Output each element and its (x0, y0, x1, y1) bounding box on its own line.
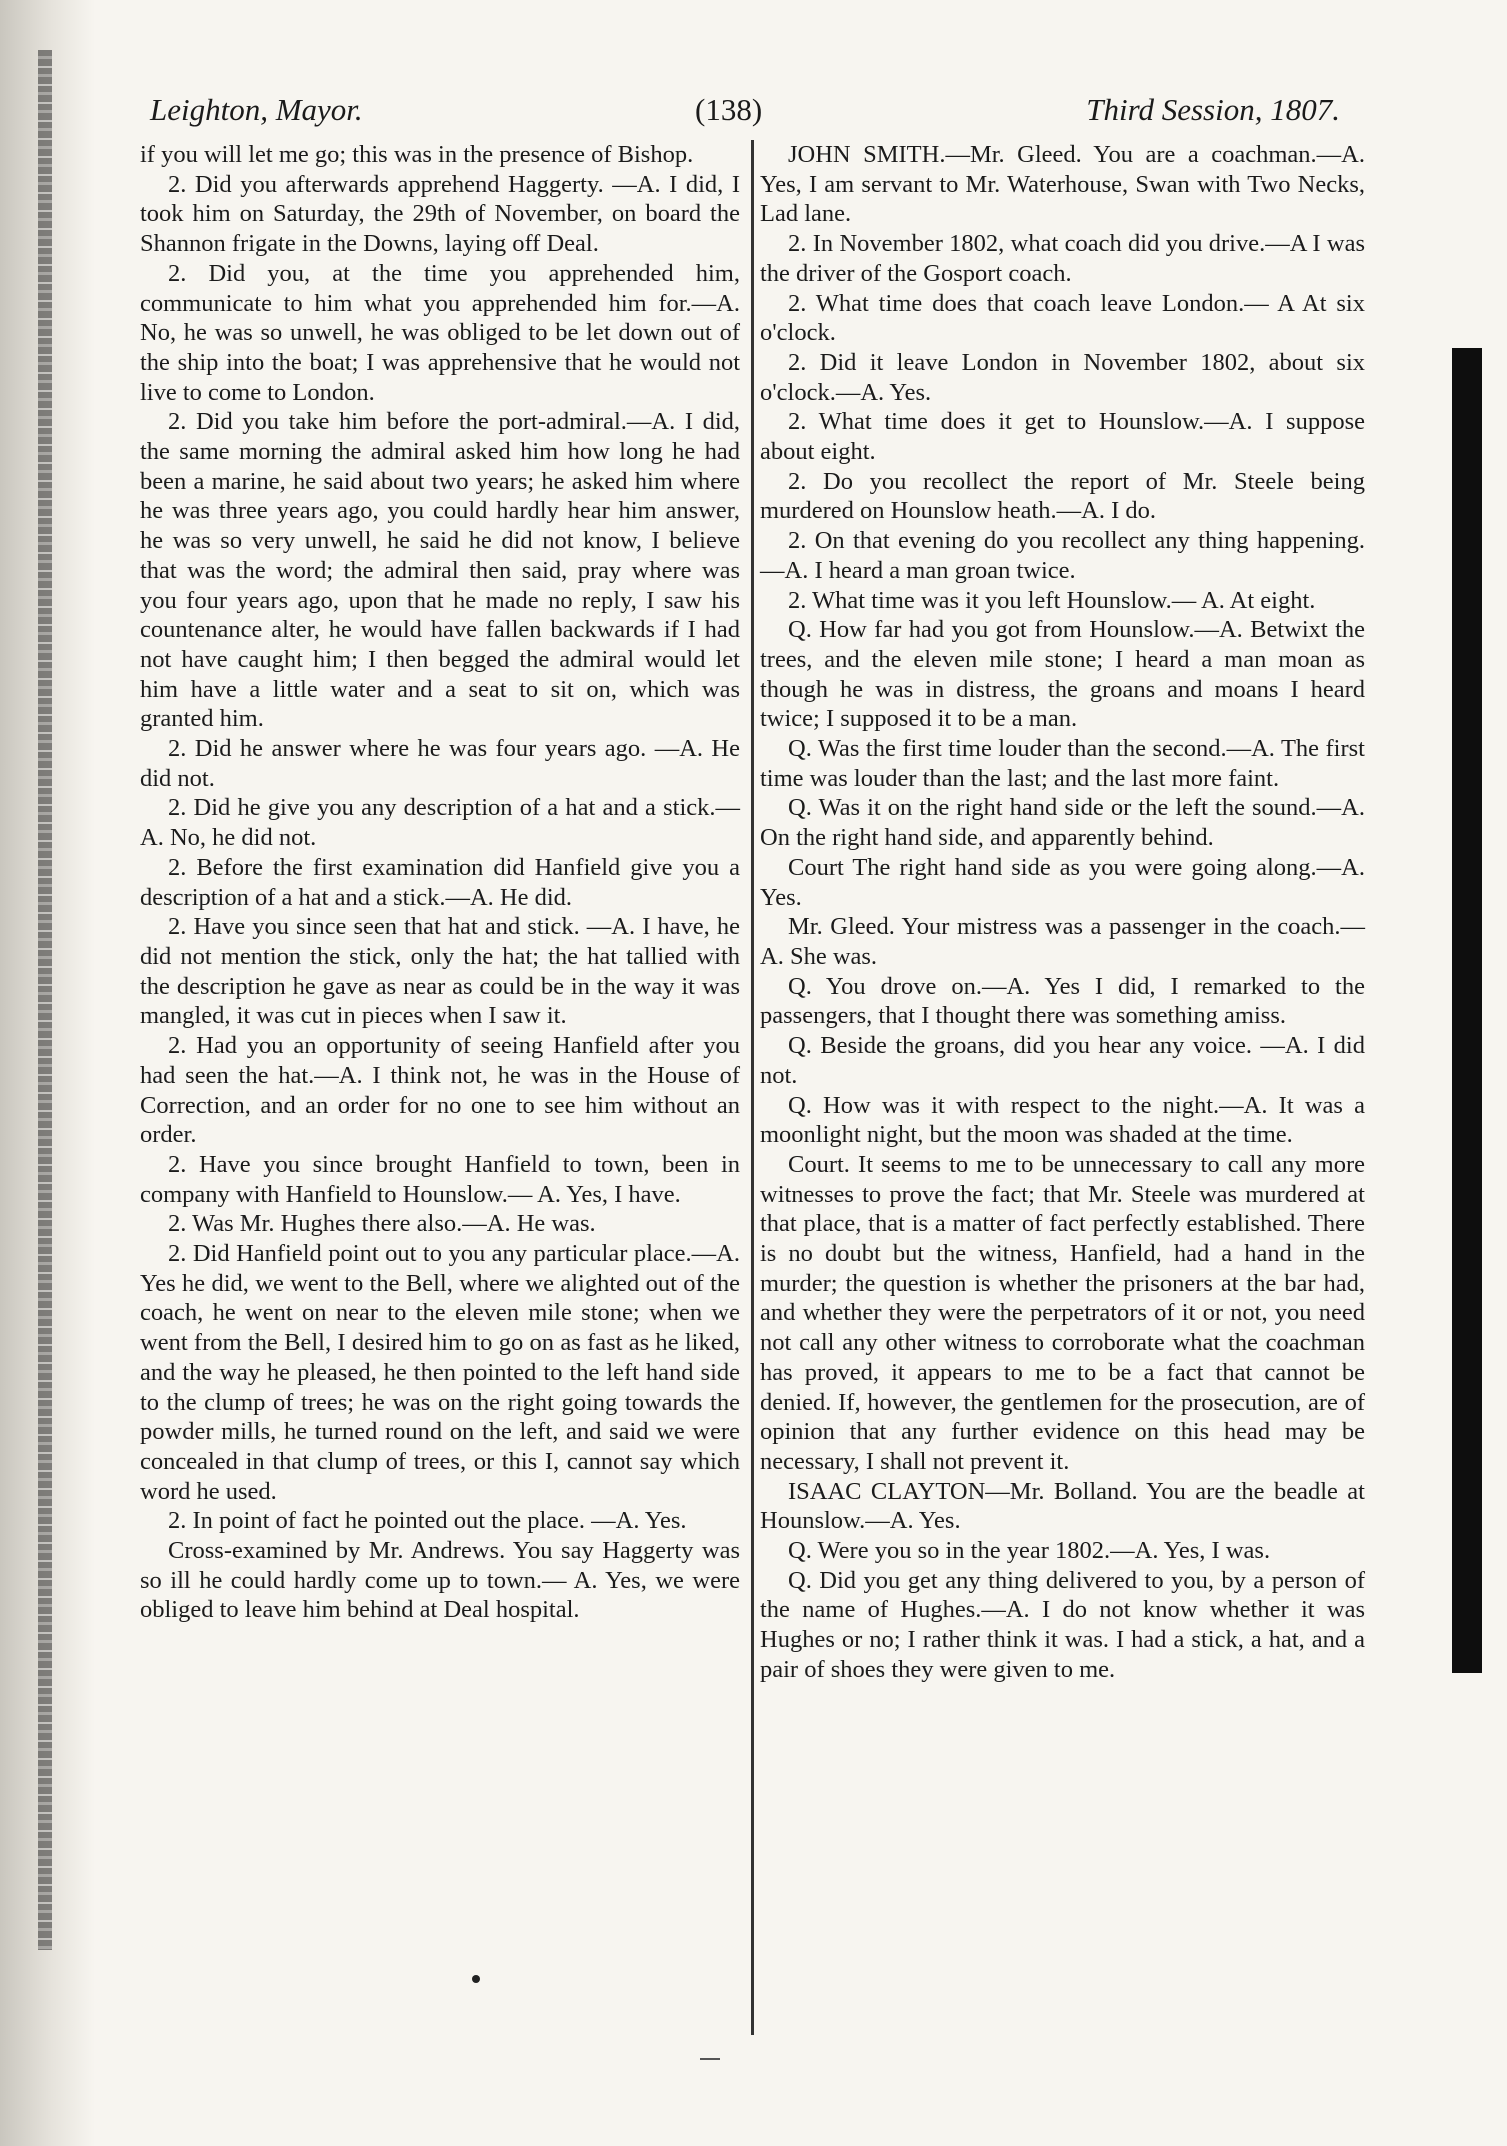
ink-mark (472, 1975, 480, 1983)
paragraph: JOHN SMITH.—Mr. Gleed. You are a coachman.—A. Yes, I am servant to Mr. Waterhouse, Swan with Two Necks, Lad lane. (760, 141, 1365, 228)
page-number: (138) (695, 92, 763, 127)
paragraph: 2. In point of fact he pointed out the place. —A. Yes. (168, 1507, 687, 1535)
paragraph: 2. Did he answer where he was four years ago. —A. He did not. (140, 735, 740, 792)
paragraph: Court. It seems to me to be unnecessary to call any more witnesses to prove the fact; that Mr. Steele was murdered at that place, that is a matter of fact perfectly established. There is no doubt but the witness, Hanfield, had a hand in the murder; the question is whether the prisoners at the bar had, and whether they were the perpetrators of it or not, you need not call any other witness to corroborate what the coachman has proved, it appears to me to be a fact that cannot be denied. If, however, the gentlemen for the prosecution, are of opinion that any further evidence on this head may be necessary, I shall not prevent it. (760, 1150, 1365, 1475)
paragraph: 2. Before the first examination did Hanfield give you a description of a hat and a stick.—A. He did. (140, 853, 740, 911)
paragraph: 2. Was Mr. Hughes there also.—A. He was. (168, 1210, 596, 1238)
paragraph: if you will let me go; this was in the presence of Bishop. (140, 141, 694, 168)
paragraph: 2. Have you since brought Hanfield to town, been in company with Hanfield to Hounslow.— A. Yes, I have. (140, 1150, 740, 1208)
running-header (150, 92, 1340, 142)
paragraph: 2. Did he give you any description of a hat and a stick.—A. No, he did not. (140, 794, 740, 852)
paragraph: Q. Were you so in the year 1802.—A. Yes, I was. (788, 1537, 1271, 1565)
paragraph: 2. What time does it get to Hounslow.—A. I suppose about eight. (760, 408, 1365, 466)
header-left: Leighton, Mayor. (150, 92, 363, 127)
paragraph: 2. In November 1802, what coach did you drive.—A I was the driver of the Gosport coach. (760, 230, 1365, 287)
paragraph: 2. On that evening do you recollect any thing happening.—A. I heard a man groan twice. (760, 527, 1365, 584)
paragraph: 2. Did you, at the time you apprehended him, communicate to him what you apprehended him for.—A. No, he was so unwell, he was obliged to be let down out of the ship into the boat; I was apprehensive that he would not live to come to London. (140, 259, 740, 406)
paragraph: ISAAC CLAYTON—Mr. Bolland. You are the beadle at Hounslow.—A. Yes. (760, 1477, 1365, 1535)
paragraph: Q. Was it on the right hand side or the left the sound.—A. On the right hand side, and apparently behind. (760, 794, 1365, 852)
ink-dash (700, 2058, 720, 2060)
left-column (140, 140, 740, 1625)
paragraph: Cross-examined by Mr. Andrews. You say Haggerty was so ill he could hardly come up to town.— A. Yes, we were obliged to leave him behind at Deal hospital. (140, 1537, 740, 1624)
paragraph: Q. How was it with respect to the night.—A. It was a moonlight night, but the moon was shaded at the time. (760, 1091, 1365, 1149)
paragraph: Q. How far had you got from Hounslow.—A. Betwixt the trees, and the eleven mile stone; I heard a man moan as though he was in distress, the groans and moans I heard twice; I supposed it to be a man. (760, 616, 1365, 733)
paragraph: 2. Do you recollect the report of Mr. Steele being murdered on Hounslow heath.—A. I do. (760, 467, 1365, 525)
paragraph: Q. You drove on.—A. Yes I did, I remarked to the passengers, that I thought there was something amiss. (760, 972, 1365, 1030)
paragraph: Court The right hand side as you were going along.—A. Yes. (760, 853, 1365, 911)
paragraph: 2. Have you since seen that hat and stick. —A. I have, he did not mention the stick, only the hat; the hat tallied with the description he gave as near as could be in the way it was mangled, it was cut in pieces when I saw it. (140, 913, 740, 1030)
paragraph: Q. Did you get any thing delivered to you, by a person of the name of Hughes.—A. I do not know whether it was Hughes or no; I rather think it was. I had a stick, a hat, and a pair of shoes they were given to me. (760, 1566, 1365, 1683)
right-column (760, 140, 1365, 1685)
paragraph: Mr. Gleed. Your mistress was a passenger in the coach.—A. She was. (760, 913, 1365, 970)
paragraph: 2. Did it leave London in November 1802, about six o'clock.—A. Yes. (760, 348, 1365, 406)
paragraph: 2. Did you take him before the port-admiral.—A. I did, the same morning the admiral asked him how long he had been a marine, he said about two years; he asked him where he was three years ago, you could hardly hear him answer, he was so very unwell, he said he did not know, I believe that was the word; the admiral then said, pray where was you four years ago, upon that he made no reply, I saw his countenance alter, he would have fallen backwards if I had not have caught him; I then begged the admiral would let him have a little water and a seat to sit on, which was granted him. (140, 408, 740, 733)
paragraph: 2. Had you an opportunity of seeing Hanfield after you had seen the hat.—A. I think not, he was in the House of Correction, and an order for no one to see him without an order. (140, 1032, 740, 1149)
paragraph: Q. Was the first time louder than the second.—A. The first time was louder than the last; and the last more faint. (760, 735, 1365, 792)
paragraph: 2. What time was it you left Hounslow.— A. At eight. (788, 586, 1316, 614)
paragraph: 2. What time does that coach leave London.— A At six o'clock. (760, 289, 1365, 347)
margin-black-bar (1452, 348, 1482, 1673)
header-right: Third Session, 1807. (1086, 92, 1340, 127)
binding-shadow (38, 50, 52, 1950)
paragraph: 2. Did you afterwards apprehend Haggerty. —A. I did, I took him on Saturday, the 29th of November, on board the Shannon frigate in the Downs, laying off Deal. (140, 170, 740, 258)
column-divider (751, 140, 754, 2035)
paragraph: Q. Beside the groans, did you hear any voice. —A. I did not. (760, 1032, 1365, 1089)
paragraph: 2. Did Hanfield point out to you any particular place.—A. Yes he did, we went to the Bell, where we alighted out of the coach, he went on near to the eleven mile stone; when we went from the Bell, I desired him to go on as fast as he liked, and the way he pleased, he then pointed to the left hand side to the clump of trees; he was on the right going towards the powder mills, he turned round on the left, and said we were concealed in that clump of trees, or this I, cannot say which word he used. (140, 1240, 740, 1505)
